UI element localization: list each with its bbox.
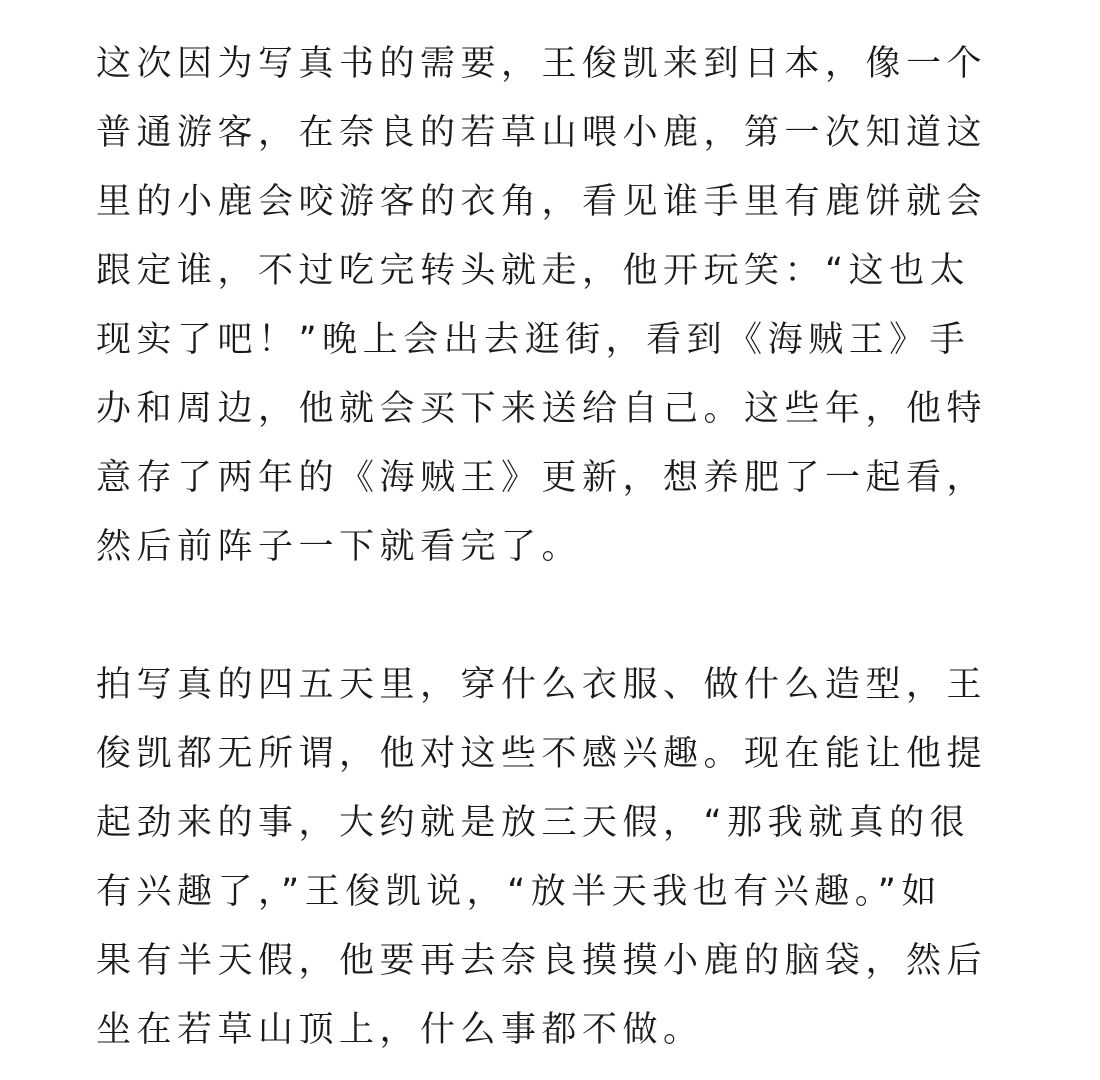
text-line: 普通游客，在奈良的若草山喂小鹿，第一次知道这 bbox=[96, 113, 988, 153]
text-line: 坐在若草山顶上，什么事都不做。 bbox=[96, 1010, 704, 1050]
text-line: 里的小鹿会咬游客的衣角，看见谁手里有鹿饼就会 bbox=[96, 182, 988, 222]
text-line: 然后前阵子一下就看完了。 bbox=[96, 527, 583, 567]
paragraph-1 bbox=[96, 30, 1016, 582]
text-line: 现实了吧！”晚上会出去逛街，看到《海贼王》手 bbox=[96, 320, 971, 360]
text-line: 有兴趣了，”王俊凯说，“放半天我也有兴趣。”如 bbox=[96, 872, 942, 912]
text-line: 起劲来的事，大约就是放三天假，“那我就真的很 bbox=[96, 803, 971, 843]
text-line: 俊凯都无所谓，他对这些不感兴趣。现在能让他提 bbox=[96, 734, 988, 774]
paragraph-spacer bbox=[96, 582, 1016, 651]
article-body bbox=[96, 30, 1016, 1065]
text-line: 意存了两年的《海贼王》更新，想养肥了一起看， bbox=[96, 458, 988, 498]
text-line: 拍写真的四五天里，穿什么衣服、做什么造型，王 bbox=[96, 665, 988, 705]
text-line: 果有半天假，他要再去奈良摸摸小鹿的脑袋，然后 bbox=[96, 941, 988, 981]
text-line: 跟定谁，不过吃完转头就走，他开玩笑：“这也太 bbox=[96, 251, 971, 291]
text-line: 这次因为写真书的需要，王俊凯来到日本，像一个 bbox=[96, 44, 988, 84]
text-line: 办和周边，他就会买下来送给自己。这些年，他特 bbox=[96, 389, 988, 429]
paragraph-2 bbox=[96, 651, 1016, 1065]
